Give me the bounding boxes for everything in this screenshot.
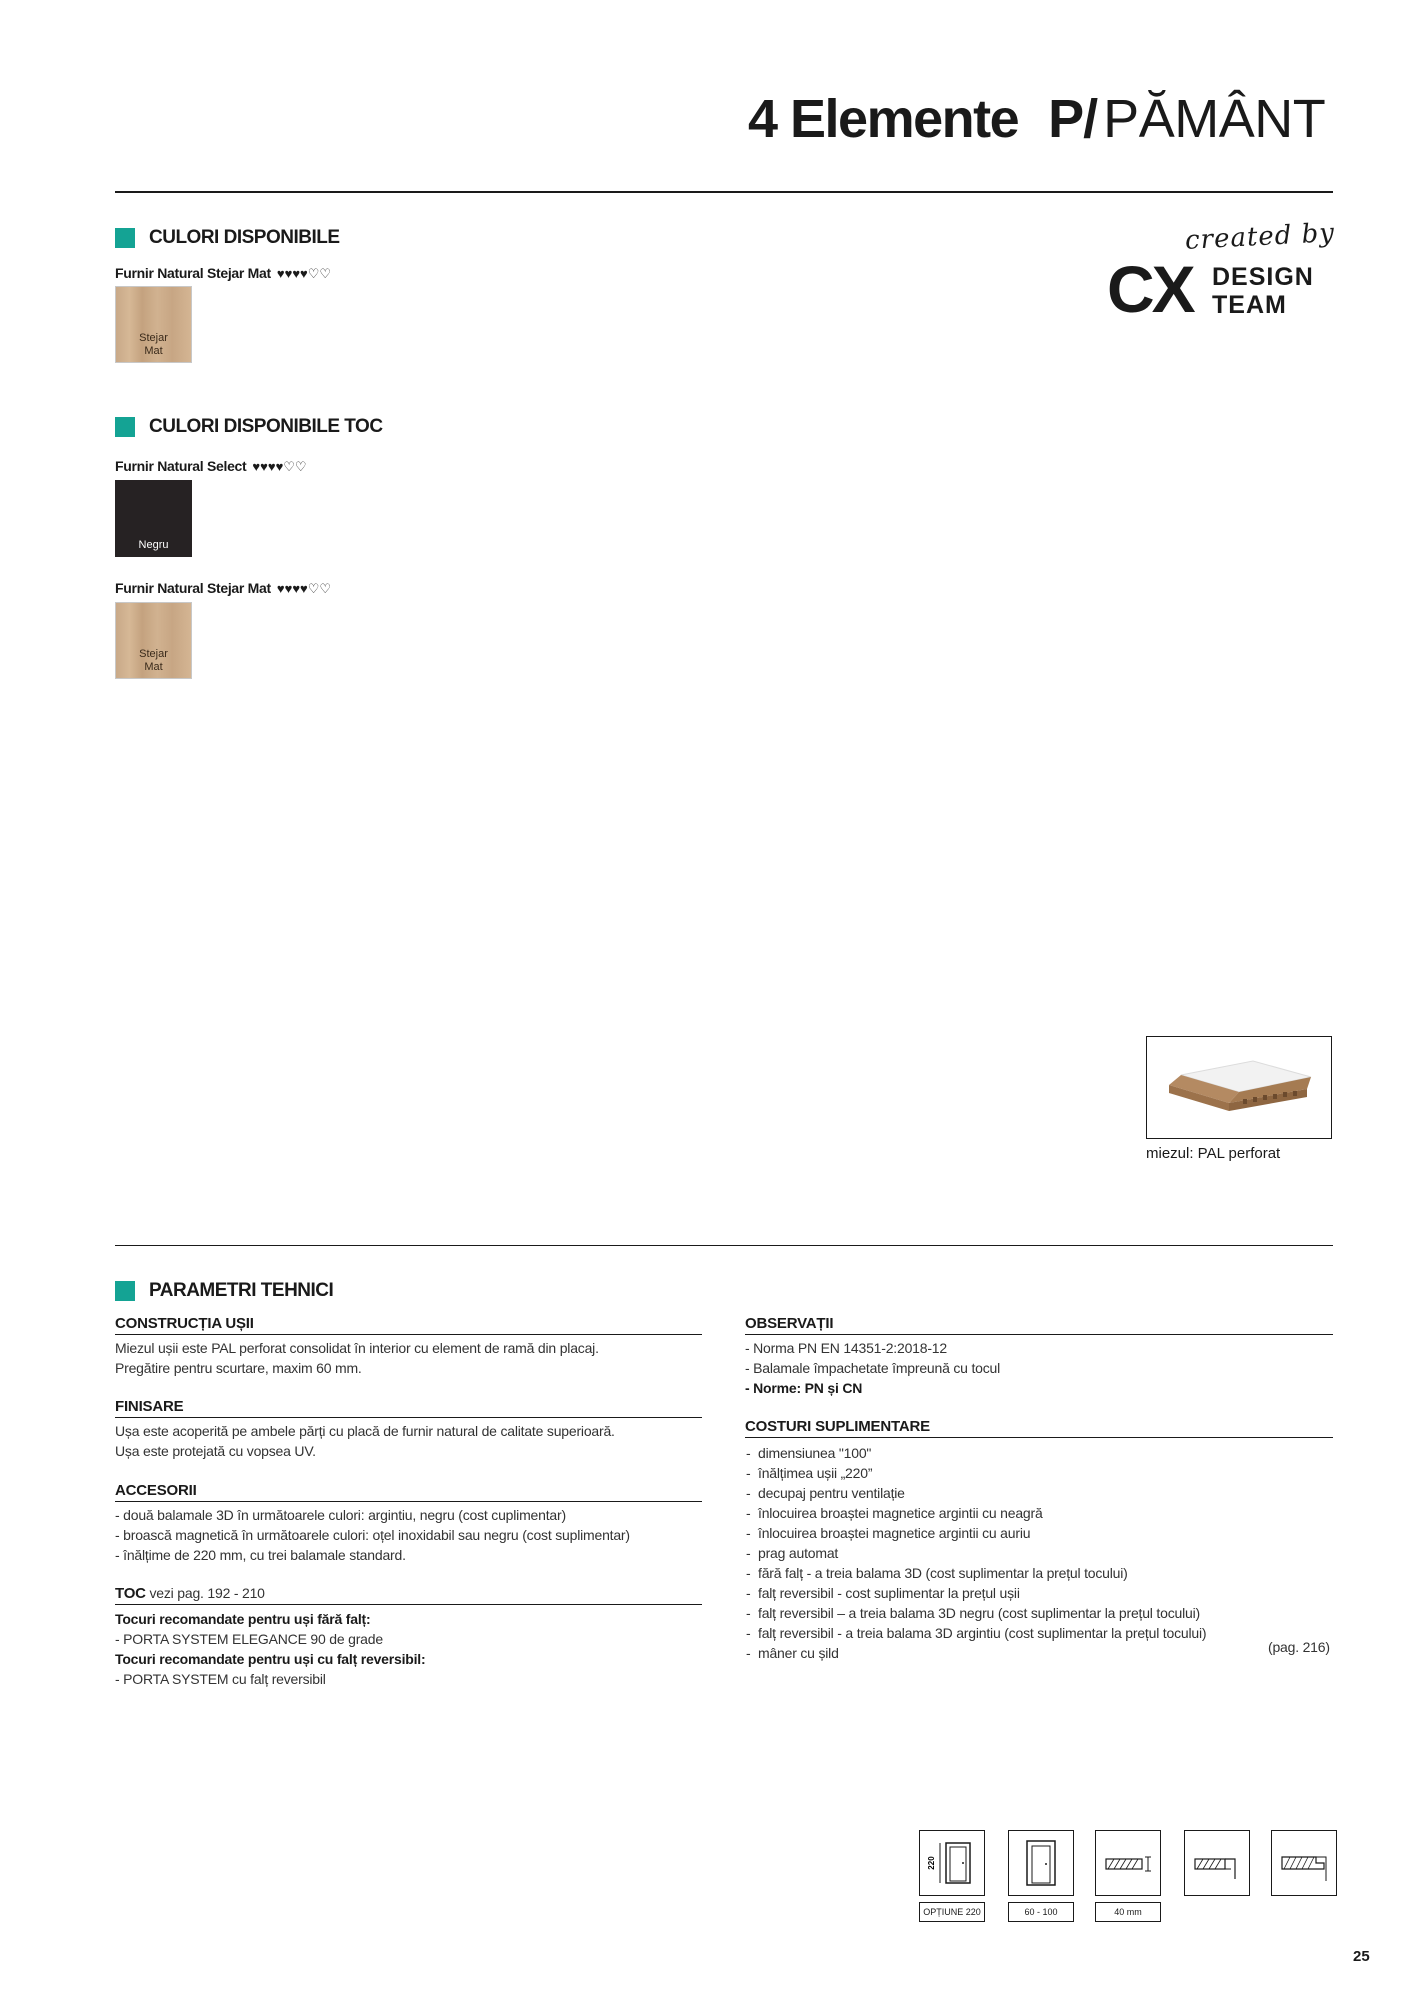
title-prefix: P/ xyxy=(1048,89,1098,149)
toc-head-bold: TOC xyxy=(115,1585,146,1602)
list-item: - fără falț - a treia balama 3D (cost suplimentar la prețul tocului) xyxy=(745,1563,1333,1583)
toc-rec2-item: - PORTA SYSTEM cu falț reversibil xyxy=(115,1671,326,1687)
core-caption: miezul: PAL perforat xyxy=(1146,1145,1281,1162)
color-group-label xyxy=(115,580,331,597)
title-main: 4 Elemente xyxy=(748,89,1019,149)
icon-label-width: 60 - 100 xyxy=(1008,1902,1074,1922)
text-line: Pregătire pentru scurtare, maxim 60 mm. xyxy=(115,1360,362,1376)
page-title xyxy=(748,88,1325,148)
section-marker-icon xyxy=(115,228,135,248)
door-220-icon xyxy=(924,1835,980,1891)
toc-rec1-title: Tocuri recomandate pentru uși fără falț: xyxy=(115,1611,371,1627)
constructia-head: CONSTRUCȚIA UȘII xyxy=(115,1315,702,1335)
color-group-label xyxy=(115,458,307,475)
rebate-profile-icon xyxy=(1276,1835,1332,1891)
icon-label-optiune: OPȚIUNE 220 xyxy=(919,1902,985,1922)
col-constructia xyxy=(115,1315,702,1378)
page-number: 25 xyxy=(1353,1948,1370,1965)
params-divider xyxy=(115,1245,1333,1246)
section-title: PARAMETRI TEHNICI xyxy=(149,1280,334,1301)
logo-team: TEAM xyxy=(1212,291,1287,319)
list-item: - înlocuirea broaștei magnetice argintii cu auriu xyxy=(745,1523,1333,1543)
finisare-text xyxy=(115,1421,702,1461)
core-image xyxy=(1146,1036,1332,1139)
swatch-label: Stejar Mat xyxy=(139,648,168,673)
list-item: - mâner cu șild xyxy=(745,1643,1333,1663)
costuri-page-ref[interactable]: (pag. 216) xyxy=(1268,1639,1330,1655)
section-title: CULORI DISPONIBILE xyxy=(149,227,340,248)
text-line: - Balamale împachetate împreună cu tocul xyxy=(745,1360,1001,1376)
accesorii-head: ACCESORII xyxy=(115,1482,702,1502)
section-culori xyxy=(115,227,340,249)
finisare-head: FINISARE xyxy=(115,1398,702,1418)
header-divider xyxy=(115,191,1333,193)
text-line: - înălțime de 220 mm, cu trei balamale standard. xyxy=(115,1547,406,1563)
color-group-label xyxy=(115,265,331,282)
col-costuri xyxy=(745,1418,1333,1663)
section-culori-toc xyxy=(115,416,383,438)
text-line: Ușa este acoperită pe ambele părți cu placă de furnir natural de calitate superioară. xyxy=(115,1423,615,1439)
col-toc xyxy=(115,1585,702,1689)
section-title: CULORI DISPONIBILE TOC xyxy=(149,416,383,437)
edge-profile-icon xyxy=(1189,1835,1245,1891)
list-item: - prag automat xyxy=(745,1543,1333,1563)
color-group-name: Furnir Natural Stejar Mat xyxy=(115,265,271,281)
door-frame-icon xyxy=(1013,1835,1069,1891)
observatii-head: OBSERVAȚII xyxy=(745,1315,1333,1335)
text-line: - Norma PN EN 14351-2:2018-12 xyxy=(745,1340,947,1356)
section-parametri xyxy=(115,1280,333,1302)
list-item: - înlocuirea broaștei magnetice argintii cu neagră xyxy=(745,1503,1333,1523)
pal-core-illustration xyxy=(1147,1037,1331,1138)
toc-rec2-title: Tocuri recomandate pentru uși cu falț reversibil: xyxy=(115,1651,426,1667)
costuri-list xyxy=(745,1443,1333,1663)
color-group-name: Furnir Natural Stejar Mat xyxy=(115,580,271,596)
color-group-name: Furnir Natural Select xyxy=(115,458,247,474)
toc-head-ref[interactable]: vezi pag. 192 - 210 xyxy=(145,1585,265,1601)
rebated-edge-icon xyxy=(1271,1830,1337,1896)
list-item: - decupaj pentru ventilație xyxy=(745,1483,1333,1503)
rating-hearts-icon: ♥♥♥♥♡♡ xyxy=(276,581,332,596)
icon-label-thickness: 40 mm xyxy=(1095,1902,1161,1922)
door-thickness-icon xyxy=(1095,1830,1161,1896)
list-item: - înălțimea ușii „220” xyxy=(745,1463,1333,1483)
text-line: - broască magnetică în următoarele culori: oțel inoxidabil sau negru (cost suplimentar) xyxy=(115,1527,630,1543)
height-label: 220 xyxy=(927,1856,936,1870)
rating-hearts-icon: ♥♥♥♥♡♡ xyxy=(252,459,307,474)
col-observatii xyxy=(745,1315,1333,1398)
list-item: - falț reversibil - cost suplimentar la prețul ușii xyxy=(745,1583,1333,1603)
list-item: - dimensiunea "100" xyxy=(745,1443,1333,1463)
list-item: - falț reversibil - a treia balama 3D argintiu (cost suplimentar la prețul tocului) xyxy=(745,1623,1333,1643)
door-width-icon xyxy=(1008,1830,1074,1896)
swatch-stejar-mat[interactable] xyxy=(115,286,192,363)
observatii-text xyxy=(745,1338,1333,1398)
swatch-label: Negru xyxy=(138,539,169,551)
section-marker-icon xyxy=(115,1281,135,1301)
costuri-head: COSTURI SUPLIMENTARE xyxy=(745,1418,1333,1438)
swatch-label: Stejar Mat xyxy=(139,332,168,357)
text-line: Ușa este protejată cu vopsea UV. xyxy=(115,1443,316,1459)
rating-hearts-icon: ♥♥♥♥♡♡ xyxy=(276,266,332,281)
flush-edge-icon xyxy=(1184,1830,1250,1896)
accesorii-text xyxy=(115,1505,702,1565)
logo-script: created by xyxy=(1184,218,1336,256)
toc-head xyxy=(115,1585,702,1605)
logo-design: DESIGN xyxy=(1212,263,1314,291)
logo-design-team xyxy=(1212,263,1314,319)
title-model: PĂMÂNT xyxy=(1103,89,1326,149)
constructia-text xyxy=(115,1338,702,1378)
toc-rec1-item: - PORTA SYSTEM ELEGANCE 90 de grade xyxy=(115,1631,383,1647)
section-marker-icon xyxy=(115,417,135,437)
thickness-section-icon xyxy=(1100,1835,1156,1891)
col-accesorii xyxy=(115,1482,702,1565)
swatch-stejar-mat-toc[interactable] xyxy=(115,602,192,679)
logo-cx: CX xyxy=(1107,252,1193,326)
swatch-negru[interactable] xyxy=(115,480,192,557)
col-finisare xyxy=(115,1398,702,1461)
text-line-bold: - Norme: PN și CN xyxy=(745,1380,863,1396)
text-line: Miezul ușii este PAL perforat consolidat în interior cu element de ramă din placaj. xyxy=(115,1340,599,1356)
list-item: - falț reversibil – a treia balama 3D negru (cost suplimentar la prețul tocului) xyxy=(745,1603,1333,1623)
door-height-icon xyxy=(919,1830,985,1896)
text-line: - două balamale 3D în următoarele culori: argintiu, negru (cost cuplimentar) xyxy=(115,1507,566,1523)
toc-text xyxy=(115,1609,702,1689)
